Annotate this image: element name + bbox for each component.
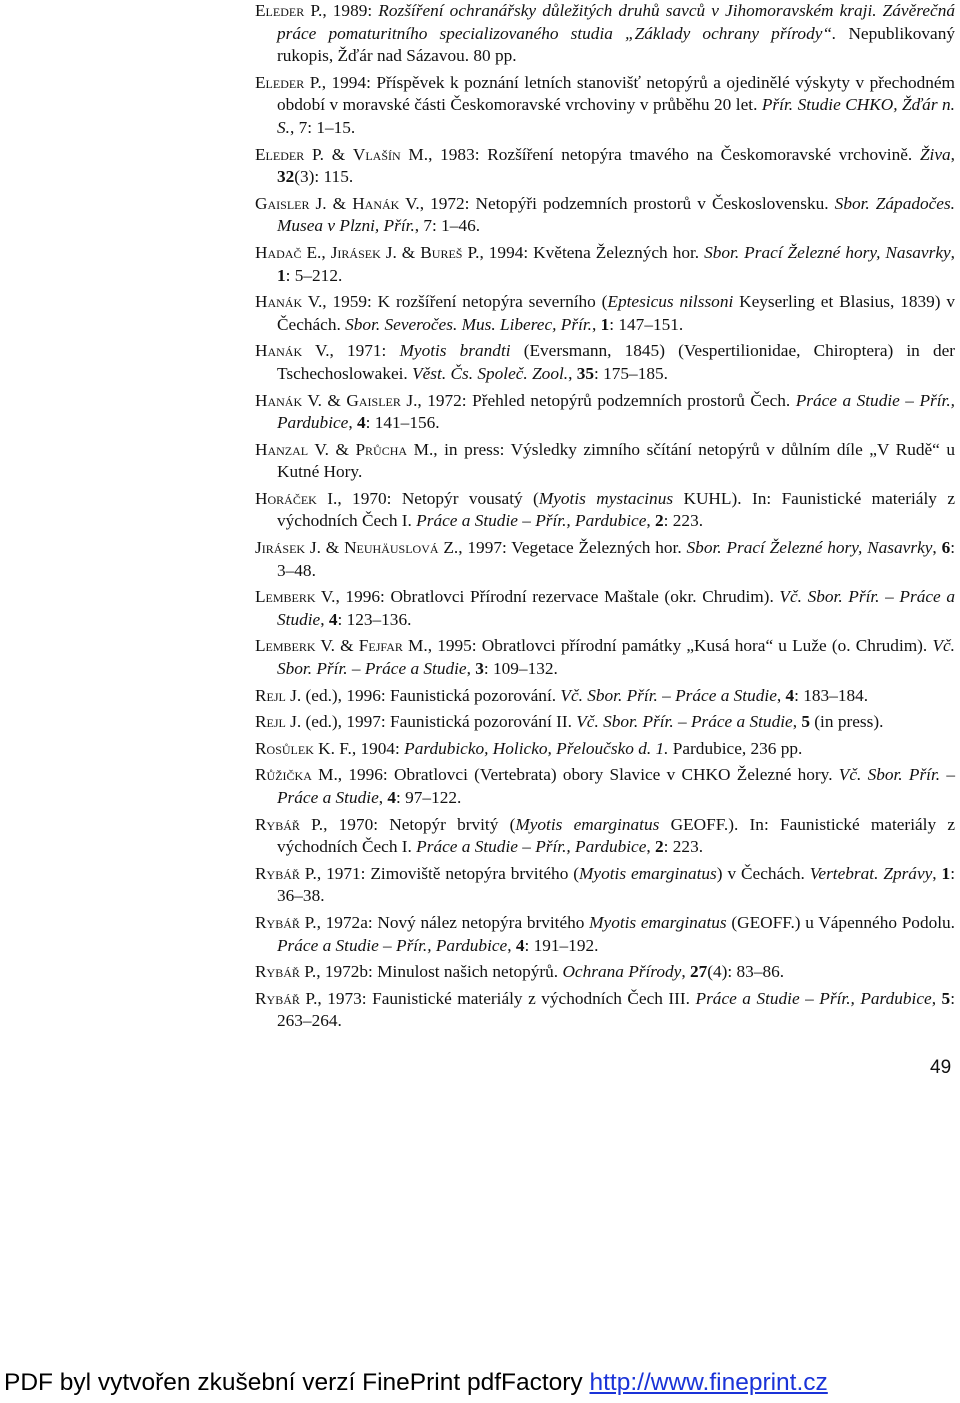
reference-list — [255, 0, 955, 1037]
volume-number: 32 — [277, 167, 295, 187]
volume-number: 1 — [277, 265, 286, 285]
reference-text: , — [932, 863, 942, 883]
reference-text: V. & — [315, 636, 359, 656]
italic-text: Živa — [919, 144, 951, 164]
reference-text: (Eversmann, 1845) (Vespertilionidae, Chiroptera) in der Tschechoslowakei. — [277, 341, 956, 383]
author-name: Jirásek — [330, 242, 381, 262]
reference-text: (GEOFF.) u Vápenného Podolu. — [726, 912, 955, 932]
reference-text: : 141–156. — [365, 413, 440, 433]
reference-text: J., 1972: Přehled netopýrů podzemních prostorů Čech. — [400, 390, 796, 410]
reference-text: : 183–184. — [794, 685, 869, 705]
reference-text: : 175–185. — [594, 363, 668, 383]
volume-number: 1 — [600, 314, 610, 334]
reference-text: , — [950, 144, 955, 164]
author-name: Neuhäuslová — [344, 538, 439, 558]
reference-text: , — [592, 314, 601, 334]
reference-text: E., — [301, 242, 331, 262]
reference-text: P., 1989: — [304, 1, 379, 20]
reference-text: , — [950, 242, 955, 262]
reference-text: Nepublikovaný rukopis, Žďár nad Sázavou. 80 pp. — [277, 23, 956, 66]
author-name: Hanák — [255, 341, 303, 361]
italic-text: Věst. Čs. Společ. Zool. — [412, 363, 569, 383]
reference-text: : 3–48. — [277, 538, 956, 580]
author-name: Gaisler — [346, 390, 401, 410]
reference-text: P., 1971: Zimoviště netopýra brvitého ( — [299, 863, 580, 883]
reference-text: (in press). — [809, 712, 884, 732]
reference-entry — [255, 635, 955, 680]
italic-text: Vč. Sbor. Přír. – Práce a Studie — [576, 712, 793, 732]
reference-text: , — [681, 962, 690, 982]
reference-text: V., 1996: Obratlovci Přírodní rezervace Maštale (okr. Chrudim). — [315, 587, 780, 607]
reference-entry — [255, 242, 955, 287]
reference-text: M., in press: Výsledky zimního sčítání netopýrů v důlním díle „V Rudě“ u Kutné Hory. — [277, 439, 955, 482]
author-name: Rybář — [255, 814, 300, 834]
italic-text: Sbor. Prací Železné hory, Nasavrky — [686, 538, 933, 558]
italic-text: Vertebrat. Zprávy — [809, 863, 933, 883]
italic-text: Myotis mystacinus — [538, 488, 674, 508]
reference-text: , — [776, 685, 786, 705]
italic-text: Vč. Sbor. Přír. – Práce a Studie — [560, 685, 777, 705]
volume-number: 4 — [357, 413, 366, 433]
italic-text: Myotis emarginatus — [515, 814, 660, 834]
reference-text: M., 1996: Obratlovci (Vertebrata) obory Slavice v CHKO Železné hory. — [311, 765, 839, 785]
author-name: Růžička — [255, 765, 312, 785]
reference-text: : 263–264. — [277, 988, 955, 1031]
reference-text: K. F., 1904: — [313, 738, 405, 758]
italic-text: Práce a Studie – Přír., Pardubice — [695, 988, 932, 1008]
italic-text: Práce a Studie – Přír., Pardubice — [416, 511, 647, 531]
italic-text: Myotis emarginatus — [579, 863, 717, 883]
reference-text: : 191–192. — [524, 935, 599, 955]
volume-number: 4 — [387, 788, 397, 807]
reference-text: : 5–212. — [285, 265, 343, 285]
reference-text: V., 1959: K rozšíření netopýra severního ( — [302, 292, 608, 312]
volume-number: 27 — [689, 962, 708, 982]
footer-link[interactable]: http://www.fineprint.cz — [589, 1369, 828, 1396]
reference-text: J. (ed.), 1996: Faunistická pozorování. — [285, 685, 561, 705]
author-name: Lemberk — [255, 587, 316, 607]
reference-entry — [255, 291, 955, 336]
reference-entry — [255, 685, 955, 708]
reference-text: , — [507, 935, 516, 955]
author-name: Rosůlek — [255, 738, 314, 758]
reference-entry — [255, 439, 955, 484]
italic-text: Vč. Sbor. Přír. – Práce a Studie — [277, 636, 955, 679]
italic-text: Pardubicko, Holicko, Přeloučsko d. 1. — [404, 738, 669, 758]
author-name: Eleder — [255, 144, 305, 164]
reference-text: P., 1972a: Nový nález netopýra brvitého — [299, 912, 590, 932]
reference-text: P., 1994: Příspěvek k poznání letních stanovišť netopýrů a ojedinělé výskyty v přechodném období v moravské části Českomoravské vrchoviny v průběhu 20 let. — [277, 72, 955, 115]
volume-number: 2 — [655, 837, 664, 857]
italic-text: Sbor. Prací Železné hory, Nasavrky — [704, 242, 951, 262]
reference-text: P., 1972b: Minulost našich netopýrů. — [299, 962, 563, 982]
reference-text: : 147–151. — [609, 314, 684, 334]
italic-text: Eptesicus nilssoni — [607, 292, 734, 312]
reference-entry — [255, 711, 955, 734]
reference-entry — [255, 988, 955, 1033]
author-name: Lemberk — [255, 636, 316, 656]
volume-number: 6 — [941, 538, 951, 558]
reference-text: V. & — [302, 390, 347, 410]
author-name: Gaisler — [255, 193, 310, 213]
reference-entry — [255, 0, 955, 68]
reference-entry — [255, 193, 955, 238]
volume-number: 35 — [576, 363, 595, 383]
reference-entry — [255, 863, 955, 908]
reference-text: I., 1970: Netopýr vousatý ( — [316, 488, 539, 508]
italic-text: Přír. Studie CHKO, Žďár n. S. — [277, 95, 955, 137]
reference-text: P., 1970: Netopýr brvitý ( — [299, 814, 516, 834]
reference-text: P. & — [304, 144, 353, 164]
author-name: Hanák — [352, 193, 400, 213]
italic-text: Ochrana Přírody — [562, 962, 682, 982]
footer-text: PDF byl vytvořen zkušební verzí FinePrint pdfFactory — [4, 1369, 590, 1396]
volume-number: 4 — [328, 609, 338, 629]
reference-entry — [255, 738, 955, 761]
reference-text: , — [378, 788, 388, 807]
author-name: Hanák — [255, 292, 303, 312]
pdf-footer — [4, 1369, 828, 1397]
volume-number: 3 — [475, 659, 484, 679]
reference-text: , — [646, 511, 656, 531]
volume-number: 4 — [785, 685, 795, 705]
reference-entry — [255, 814, 955, 859]
author-name: Rejl — [255, 712, 286, 732]
author-name: Hanzal — [255, 439, 309, 459]
volume-number: 2 — [655, 511, 664, 531]
reference-text: , — [792, 712, 802, 732]
volume-number: 1 — [941, 863, 951, 883]
author-name: Průcha — [355, 439, 408, 459]
author-name: Hadač — [255, 242, 302, 262]
reference-text: V., 1971: — [302, 341, 400, 361]
reference-text: J. (ed.), 1997: Faunistická pozorování II. — [285, 712, 577, 732]
italic-text: Myotis brandti — [399, 341, 511, 361]
reference-text: , — [466, 659, 476, 679]
author-name: Vlašín — [352, 144, 401, 164]
reference-text: , — [320, 609, 329, 629]
reference-text: , — [646, 837, 656, 857]
italic-text: Rozšíření ochranářsky důležitých druhů savců v Jihomoravském kraji. Závěrečná práce pomaturitního specializovaného studia „Základy ochrany přírody“. — [277, 1, 955, 43]
author-name: Rybář — [255, 988, 300, 1008]
reference-text: V., 1972: Netopýři podzemních prostorů v Československu. — [399, 193, 835, 213]
reference-entry — [255, 912, 955, 957]
page-number: 49 — [930, 1057, 952, 1078]
reference-text: KUHL). In: Faunistické materiály z východních Čech I. — [277, 488, 955, 531]
reference-text: , — [568, 363, 577, 383]
reference-entry — [255, 764, 955, 809]
reference-text: P., 1973: Faunistické materiály z východních Čech III. — [299, 988, 696, 1008]
reference-entry — [255, 586, 955, 631]
reference-text: J. & — [305, 538, 345, 558]
reference-text: , — [931, 988, 942, 1008]
volume-number: 5 — [941, 988, 951, 1008]
reference-text: , 7: 1–46. — [414, 216, 481, 236]
author-name: Hanák — [255, 390, 303, 410]
reference-text: M., 1983: Rozšíření netopýra tmavého na Českomoravské vrchovině. — [400, 144, 920, 164]
author-name: Horáček — [255, 488, 317, 508]
reference-entry — [255, 390, 955, 435]
reference-text: M., 1995: Obratlovci přírodní památky „Kusá hora“ u Luže (o. Chrudim). — [402, 636, 933, 656]
reference-text: : 223. — [663, 511, 704, 531]
reference-entry — [255, 961, 955, 984]
author-name: Bureš — [420, 242, 463, 262]
author-name: Rybář — [255, 863, 300, 883]
author-name: Fejfar — [358, 636, 403, 656]
reference-text: J. & — [309, 193, 353, 213]
reference-text: (4): 83–86. — [707, 962, 785, 982]
reference-text: P., 1994: Květena Železných hor. — [462, 242, 705, 262]
reference-text: J. & — [380, 242, 421, 262]
reference-text: Z., 1997: Vegetace Železných hor. — [438, 538, 687, 558]
reference-text: (3): 115. — [294, 167, 354, 187]
reference-text: , — [348, 413, 357, 433]
volume-number: 4 — [515, 935, 525, 955]
italic-text: Sbor. Severočes. Mus. Liberec, Přír. — [345, 314, 592, 334]
author-name: Eleder — [255, 72, 305, 92]
reference-text: : 97–122. — [396, 788, 462, 807]
reference-text: : 123–136. — [337, 609, 412, 629]
reference-text: , 7: 1–15. — [289, 117, 356, 137]
author-name: Rybář — [255, 912, 300, 932]
italic-text: Práce a Studie – Přír., Pardubice — [416, 837, 647, 857]
italic-text: Vč. Sbor. Přír. – Práce a Studie — [277, 587, 955, 629]
author-name: Eleder — [255, 1, 305, 20]
reference-entry — [255, 72, 955, 140]
reference-text: Keyserling et Blasius, 1839) v Čechách. — [277, 292, 955, 334]
reference-text: ) v Čechách. — [716, 863, 810, 883]
italic-text: Práce a Studie – Přír., Pardubice — [277, 390, 955, 433]
author-name: Rejl — [255, 685, 286, 705]
reference-text: Pardubice, 236 pp. — [668, 738, 803, 758]
italic-text: Sbor. Západočes. Musea v Plzni, Přír. — [277, 193, 955, 236]
italic-text: Práce a Studie – Přír., Pardubice — [277, 935, 508, 955]
reference-text: GEOFF.). In: Faunistické materiály z východních Čech I. — [277, 814, 955, 857]
reference-text: : 36–38. — [277, 863, 955, 906]
author-name: Rybář — [255, 962, 300, 982]
volume-number: 5 — [801, 712, 810, 732]
reference-entry — [255, 144, 955, 189]
author-name: Jirásek — [255, 538, 306, 558]
reference-entry — [255, 488, 955, 533]
italic-text: Myotis emarginatus — [589, 912, 727, 932]
reference-text: V. & — [308, 439, 356, 459]
reference-text: : 109–132. — [483, 659, 558, 679]
italic-text: Vč. Sbor. Přír. – Práce a Studie — [277, 765, 955, 807]
reference-text: : 223. — [663, 837, 704, 857]
reference-entry — [255, 340, 955, 385]
reference-entry — [255, 537, 955, 582]
reference-text: , — [932, 538, 942, 558]
